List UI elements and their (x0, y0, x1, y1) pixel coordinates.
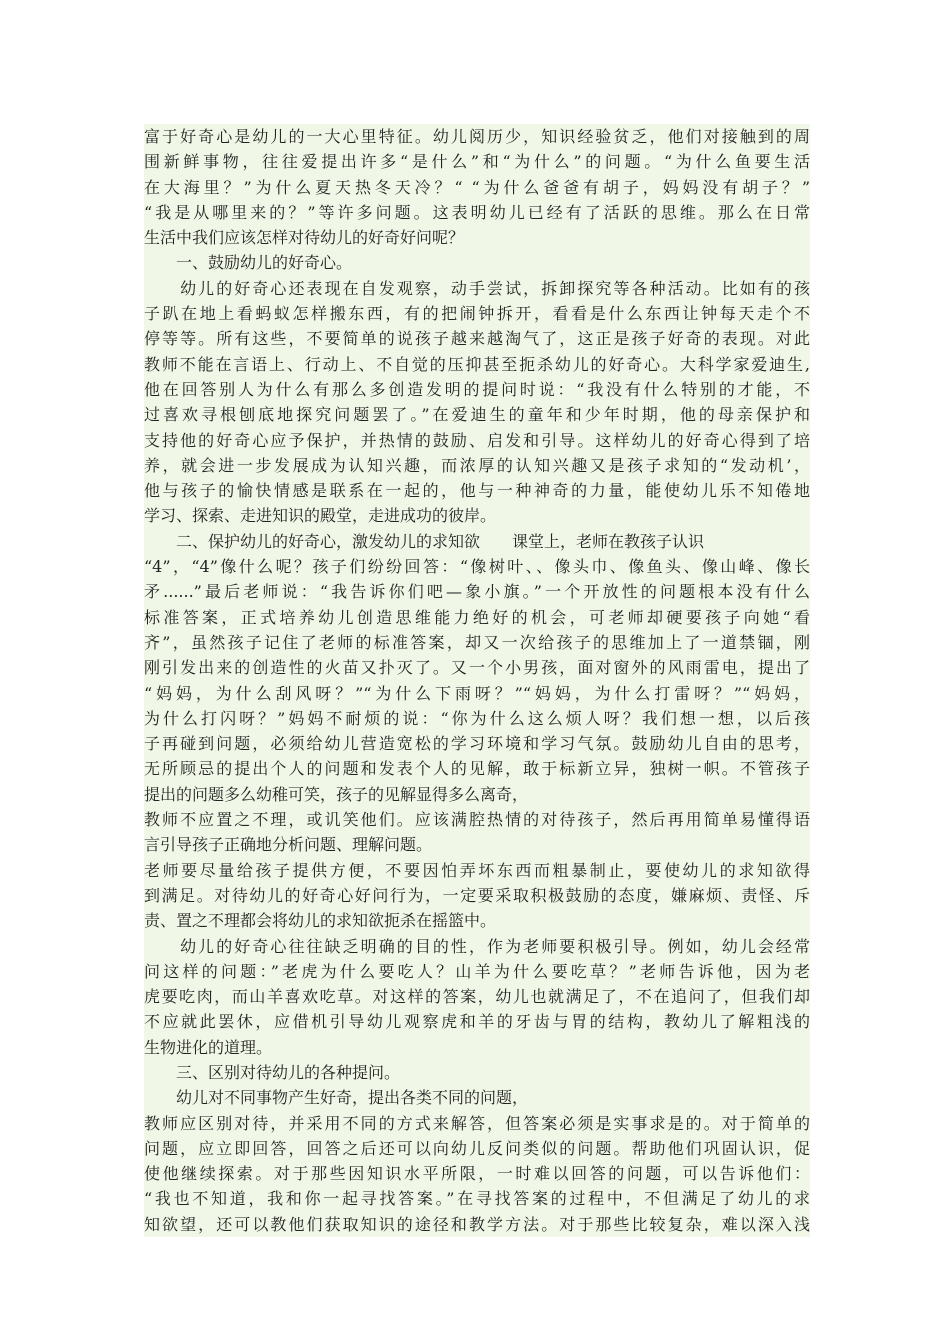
text-line: 提出的问题多么幼稚可笑，孩子的见解显得多么离奇， (144, 784, 529, 804)
text-line: 知欲望，还可以教他们获取知识的途径和教学方法。对于那些比较复杂，难以深入浅 (144, 1214, 810, 1234)
text-line: 围新鲜事物，往往爱提出许多“是什么”和“为什么”的问题。“为什么鱼要生活 (144, 152, 810, 172)
text-line: “妈妈，为什么刮风呀？”“为什么下雨呀？”“妈妈，为什么打雷呀？”“妈妈， (144, 683, 810, 703)
text-line: 为什么打闪呀？”妈妈不耐烦的说：“你为什么这么烦人呀？我们想一想，以后孩 (144, 708, 810, 728)
text-line: 生物进化的道理。 (144, 1037, 273, 1057)
text-line: 支持他的好奇心应予保护，并热情的鼓励、启发和引导。这样幼儿的好奇心得到了培 (144, 430, 810, 450)
text-line: 标准答案，正式培养幼儿创造思维能力绝好的机会，可老师却硬要孩子向她“看 (144, 607, 810, 627)
text-line: 责、置之不理都会将幼儿的求知欲扼杀在摇篮中。 (144, 911, 497, 931)
text-line: 无所顾忌的提出个人的问题和发表个人的见解，敢于标新立异，独树一帜。不管孩子 (144, 759, 810, 779)
section-heading: 一、鼓励幼儿的好奇心。 (144, 253, 353, 273)
text-line: 学习、探索、走进知识的殿堂，走进成功的彼岸。 (144, 506, 497, 526)
text-line: 教师不能在言语上、行动上、不自觉的压抑甚至扼杀幼儿的好奇心。大科学家爱迪生, (144, 354, 810, 374)
text-line: “我也不知道，我和你一起寻找答案。”在寻找答案的过程中，不但满足了幼儿的求 (144, 1189, 810, 1209)
text-line: 虎要吃肉，而山羊喜欢吃草。对这样的答案，幼儿也就满足了，不在追问了，但我们却 (144, 987, 810, 1007)
text-line: “我是从哪里来的？”等许多问题。这表明幼儿已经有了活跃的思维。那么在日常 (144, 202, 810, 222)
text-line: 言引导孩子正确地分析问题、理解问题。 (144, 835, 433, 855)
text-line: 问题，应立即回答，回答之后还可以向幼儿反问类似的问题。帮助他们巩固认识，促 (144, 1138, 810, 1158)
text-line: 到满足。对待幼儿的好奇心好问行为，一定要采取积极鼓励的态度，嫌麻烦、责怪、斥 (144, 885, 810, 905)
text-line: 富于好奇心是幼儿的一大心里特征。幼儿阅历少，知识经验贫乏，他们对接触到的周 (144, 127, 810, 146)
article-body (144, 124, 810, 1237)
text-line: 子再碰到问题，必须给幼儿营造宽松的学习环境和学习气氛。鼓励幼儿自由的思考， (144, 734, 810, 754)
text-line: 刚引发出来的创造性的火苗又扑灭了。又一个小男孩，面对窗外的风雨雷电，提出了 (144, 658, 810, 678)
text-line: 问这样的问题：”老虎为什么要吃人？山羊为什么要吃草？”老师告诉他，因为老 (144, 961, 810, 981)
text-line: 幼儿对不同事物产生好奇，提出各类不同的问题， (144, 1088, 529, 1108)
text-line: “4”，“4”像什么呢？孩子们纷纷回答：“像树叶、、像头巾、像鱼头、像山峰、像长 (144, 557, 810, 577)
text-line: 停等等。所有这些，不要简单的说孩子越来越淘气了，这正是孩子好奇的表现。对此 (144, 329, 810, 349)
text-line: 子趴在地上看蚂蚁怎样搬东西，有的把闹钟拆开，看看是什么东西让钟每天走个不 (144, 304, 810, 324)
text-line: 老师要尽量给孩子提供方便，不要因怕弄坏东西而粗暴制止，要使幼儿的求知欲得 (144, 860, 810, 880)
text-line: 过喜欢寻根刨底地探究问题罢了。”在爱迪生的童年和少年时期，他的母亲保护和 (144, 405, 810, 425)
text-line: 齐”，虽然孩子记住了老师的标准答案，却又一次给孩子的思维加上了一道禁锢，刚 (144, 632, 810, 652)
text-line: 教师不应置之不理，或讥笑他们。应该满腔热情的对待孩子，然后再用简单易懂得语 (144, 810, 810, 830)
text-line: 不应就此罢休，应借机引导幼儿观察虎和羊的牙齿与胃的结构，教幼儿了解粗浅的 (144, 1012, 810, 1032)
text-line: 养，就会进一步发展成为认知兴趣，而浓厚的认知兴趣又是孩子求知的“发动机’， (144, 455, 810, 475)
text-line: 教师应区别对待，并采用不同的方式来解答，但答案必须是实事求是的。对于简单的 (144, 1113, 810, 1133)
text-line: 他与孩子的愉快情感是联系在一起的，他与一种神奇的力量，能使幼儿乐不知倦地 (144, 481, 810, 501)
text-line: 幼儿的好奇心还表现在自发观察，动手尝试，拆卸探究等各种活动。比如有的孩 (144, 278, 810, 298)
text-line: 生活中我们应该怎样对待幼儿的好奇好问呢？ (144, 228, 465, 248)
text-line: 矛......”最后老师说：“我告诉你们吧—象小旗。”一个开放性的问题根本没有什么 (144, 582, 810, 602)
text-line: 使他继续探索。对于那些因知识水平所限，一时难以回答的问题，可以告诉他们： (144, 1164, 810, 1184)
section-heading: 二、保护幼儿的好奇心，激发幼儿的求知欲 课堂上，老师在教孩子认识 (144, 531, 705, 551)
text-line: 幼儿的好奇心往往缺乏明确的目的性，作为老师要积极引导。例如，幼儿会经常 (144, 936, 810, 956)
text-line: 在大海里？”为什么夏天热冬天冷？“ “为什么爸爸有胡子，妈妈没有胡子？” (144, 177, 810, 197)
text-line: 他在回答别人为什么有那么多创造发明的提问时说：“我没有什么特别的才能，不 (144, 379, 810, 399)
section-heading: 三、区别对待幼儿的各种提问。 (144, 1062, 401, 1082)
